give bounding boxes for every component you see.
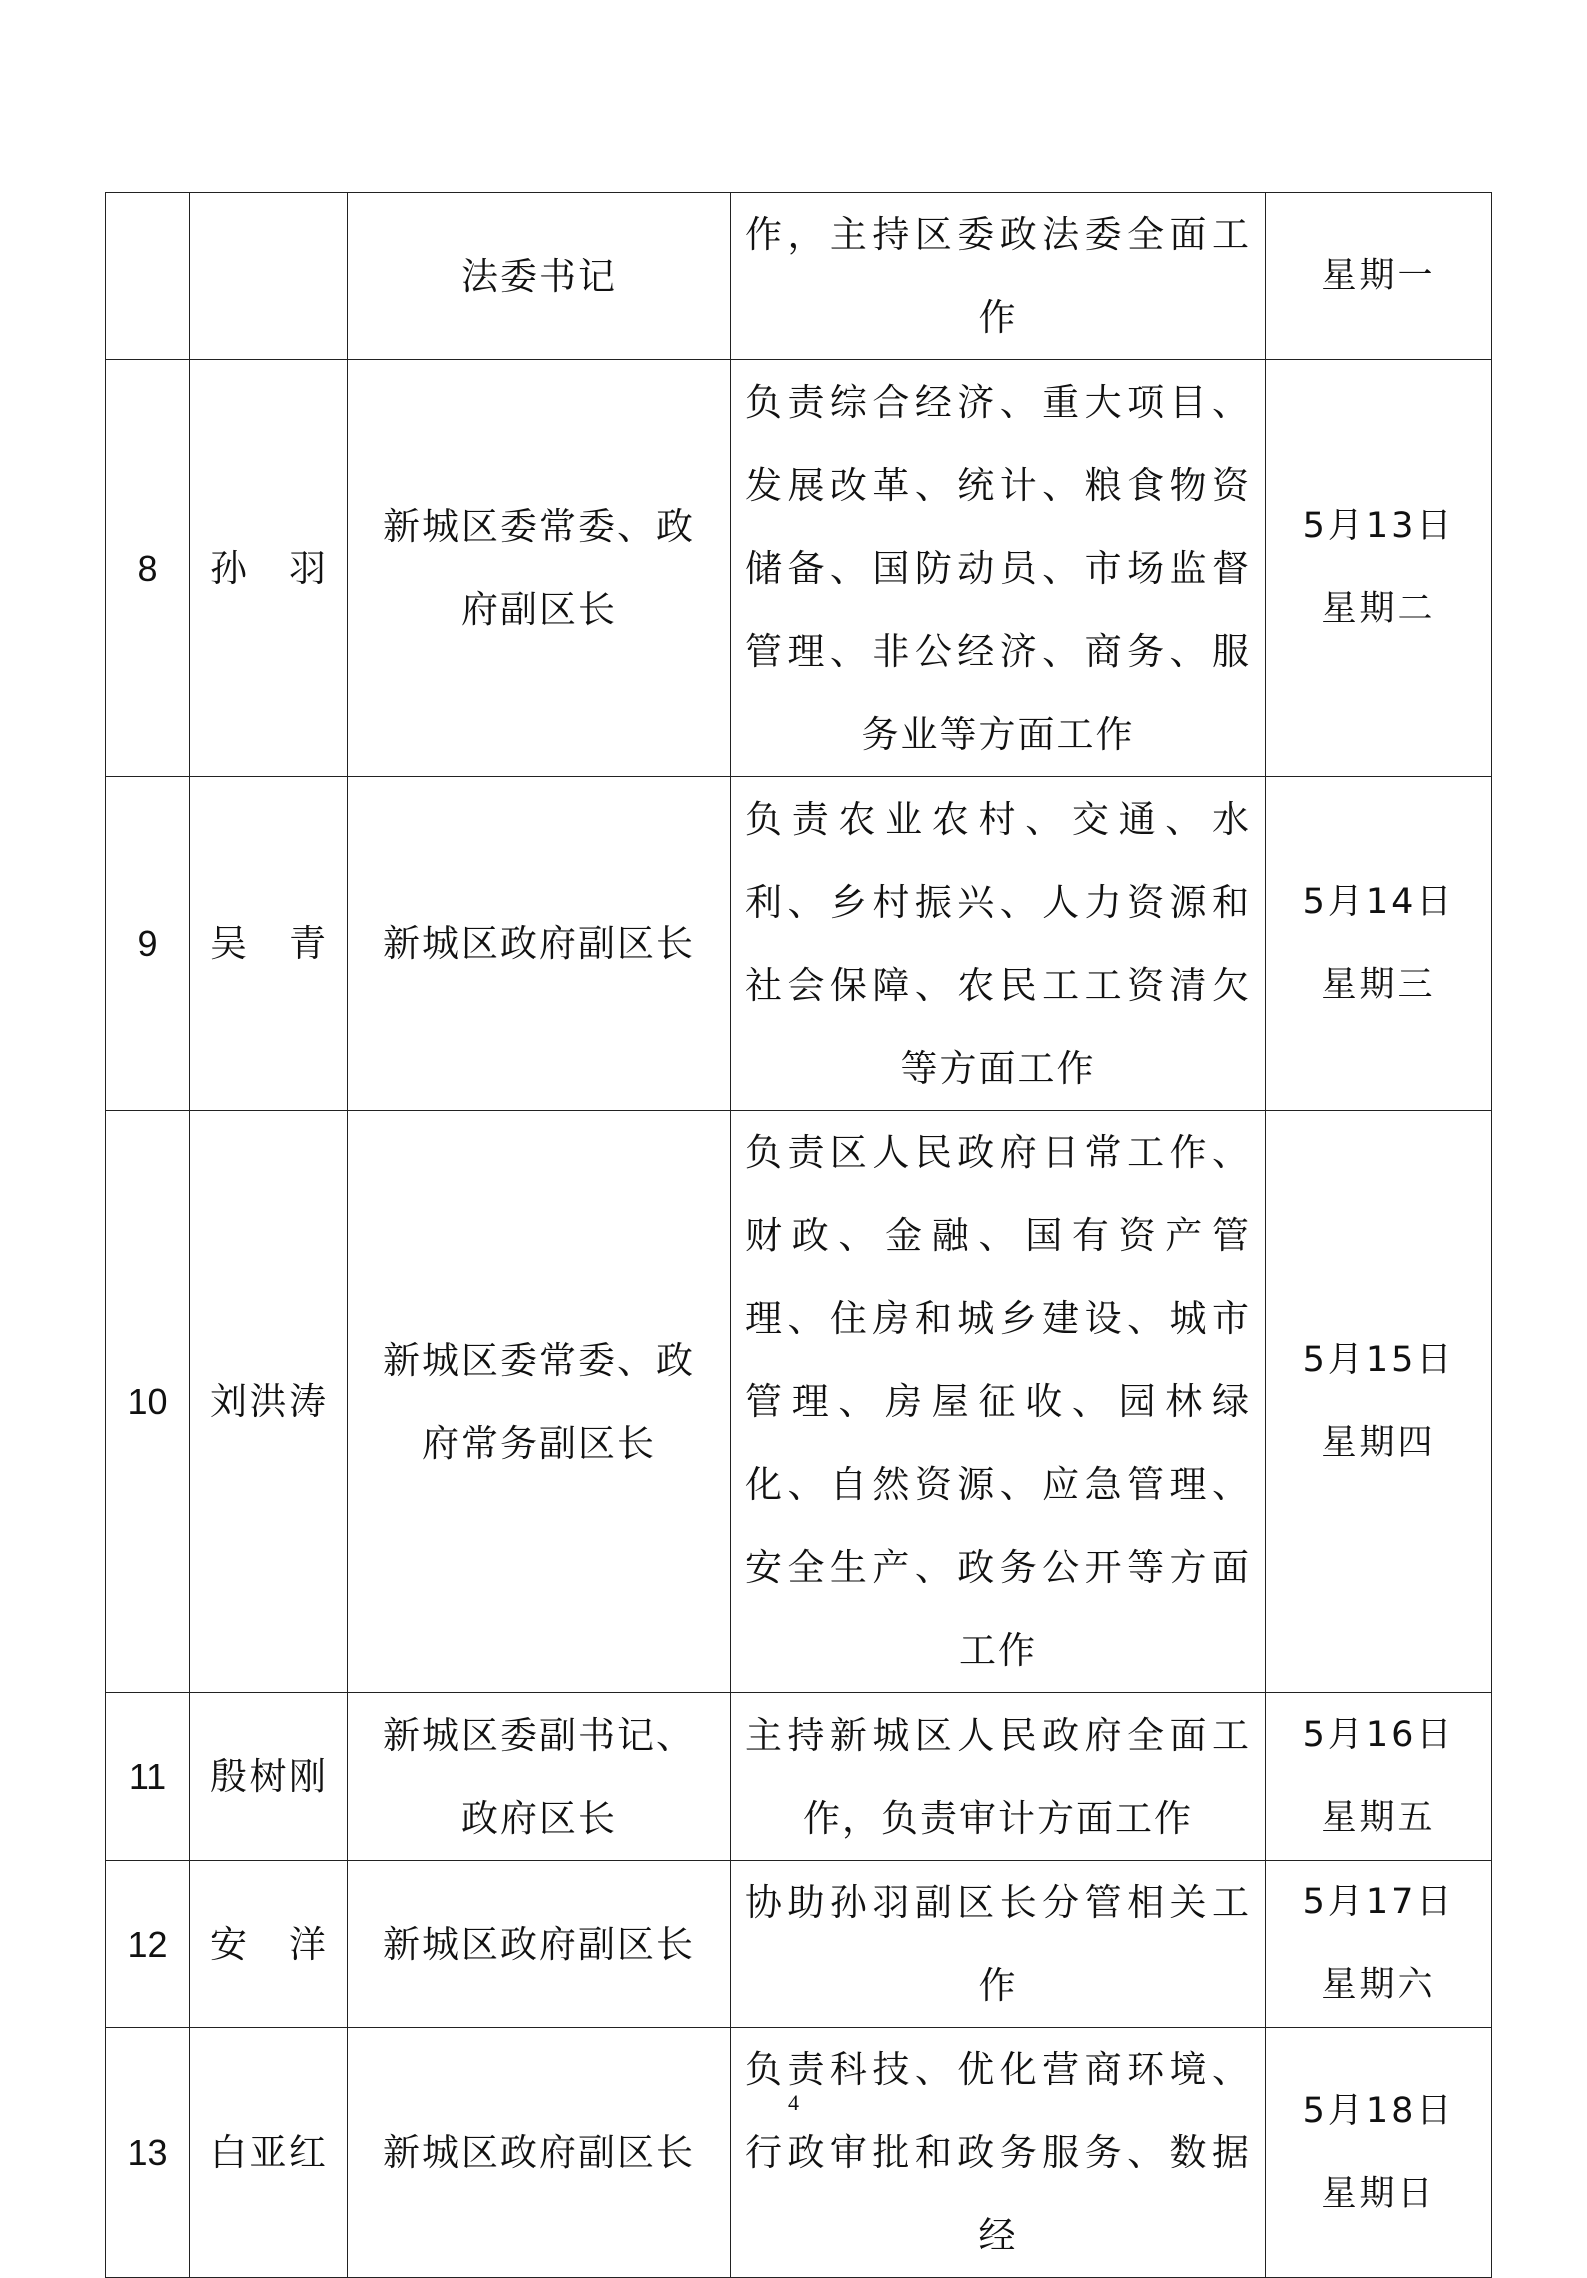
date-text: 5月16日: [1302, 1714, 1455, 1755]
duty-date: [1266, 777, 1492, 1111]
weekday-text: 星期日: [1321, 2173, 1436, 2214]
duty-description: 负责综合经济、重大项目、发展改革、统计、粮食物资储备、国防动员、市场监督管理、非公经济、商务、服务业等方面工作: [731, 360, 1266, 777]
row-number: 9: [106, 777, 190, 1111]
person-name: [190, 193, 348, 360]
row-number: 11: [106, 1693, 190, 1861]
position-title: 新城区政府副区长: [348, 2028, 731, 2278]
row-number: 8: [106, 360, 190, 777]
duty-description: 负责区人民政府日常工作、财政、金融、国有资产管理、住房和城乡建设、城市管理、房屋征收、园林绿化、自然资源、应急管理、安全生产、政务公开等方面工作: [731, 1111, 1266, 1693]
table-row: [106, 2028, 1492, 2278]
position-title: 新城区委常委、政府副区长: [348, 360, 731, 777]
table-row: [106, 193, 1492, 360]
duty-date: [1266, 1861, 1492, 2028]
person-name: 白亚红: [190, 2028, 348, 2278]
date-text: 5月17日: [1302, 1882, 1455, 1922]
duty-description: 主持新城区人民政府全面工作，负责审计方面工作: [731, 1693, 1266, 1861]
date-text: 5月15日: [1302, 1339, 1455, 1380]
person-name: 安 洋: [190, 1861, 348, 2028]
position-title: 新城区委常委、政府常务副区长: [348, 1111, 731, 1693]
duty-description: 协助孙羽副区长分管相关工作: [731, 1861, 1266, 2028]
position-title: 法委书记: [348, 193, 731, 360]
position-title: 新城区委副书记、政府区长: [348, 1693, 731, 1861]
position-title: 新城区政府副区长: [348, 777, 731, 1111]
duty-date: [1266, 1111, 1492, 1693]
duty-date: [1266, 360, 1492, 777]
table-row: [106, 1861, 1492, 2028]
duty-date: [1266, 1693, 1492, 1861]
page-number: 4: [788, 2090, 799, 2115]
table-row: [106, 1111, 1492, 1693]
table-row: [106, 360, 1492, 777]
weekday-text: 星期四: [1321, 1422, 1436, 1463]
date-text: 5月14日: [1302, 881, 1455, 922]
duty-description: 负责农业农村、交通、水利、乡村振兴、人力资源和社会保障、农民工工资清欠等方面工作: [731, 777, 1266, 1111]
date-text: 5月13日: [1302, 506, 1455, 546]
person-name: 殷树刚: [190, 1693, 348, 1861]
person-name: 吴 青: [190, 777, 348, 1111]
table-row: [106, 777, 1492, 1111]
duty-date: [1266, 193, 1492, 360]
person-name: 刘洪涛: [190, 1111, 348, 1693]
duty-description: 作，主持区委政法委全面工作: [731, 193, 1266, 360]
weekday-text: 星期二: [1321, 589, 1436, 629]
row-number: 10: [106, 1111, 190, 1693]
weekday-text: 星期三: [1321, 964, 1436, 1005]
table-row: [106, 1693, 1492, 1861]
row-number: 13: [106, 2028, 190, 2278]
position-title: 新城区政府副区长: [348, 1861, 731, 2028]
duty-description: 负责科技、优化营商环境、行政审批和政务服务、数据经: [731, 2028, 1266, 2278]
row-number: [106, 193, 190, 360]
row-number: 12: [106, 1861, 190, 2028]
weekday-text: 星期五: [1321, 1797, 1436, 1838]
weekday-text: 星期六: [1321, 1965, 1436, 2005]
schedule-table: [105, 192, 1492, 2278]
date-text: 5月18日: [1302, 2090, 1455, 2131]
weekday-text: 星期一: [1321, 255, 1436, 296]
duty-date: [1266, 2028, 1492, 2278]
person-name: 孙 羽: [190, 360, 348, 777]
